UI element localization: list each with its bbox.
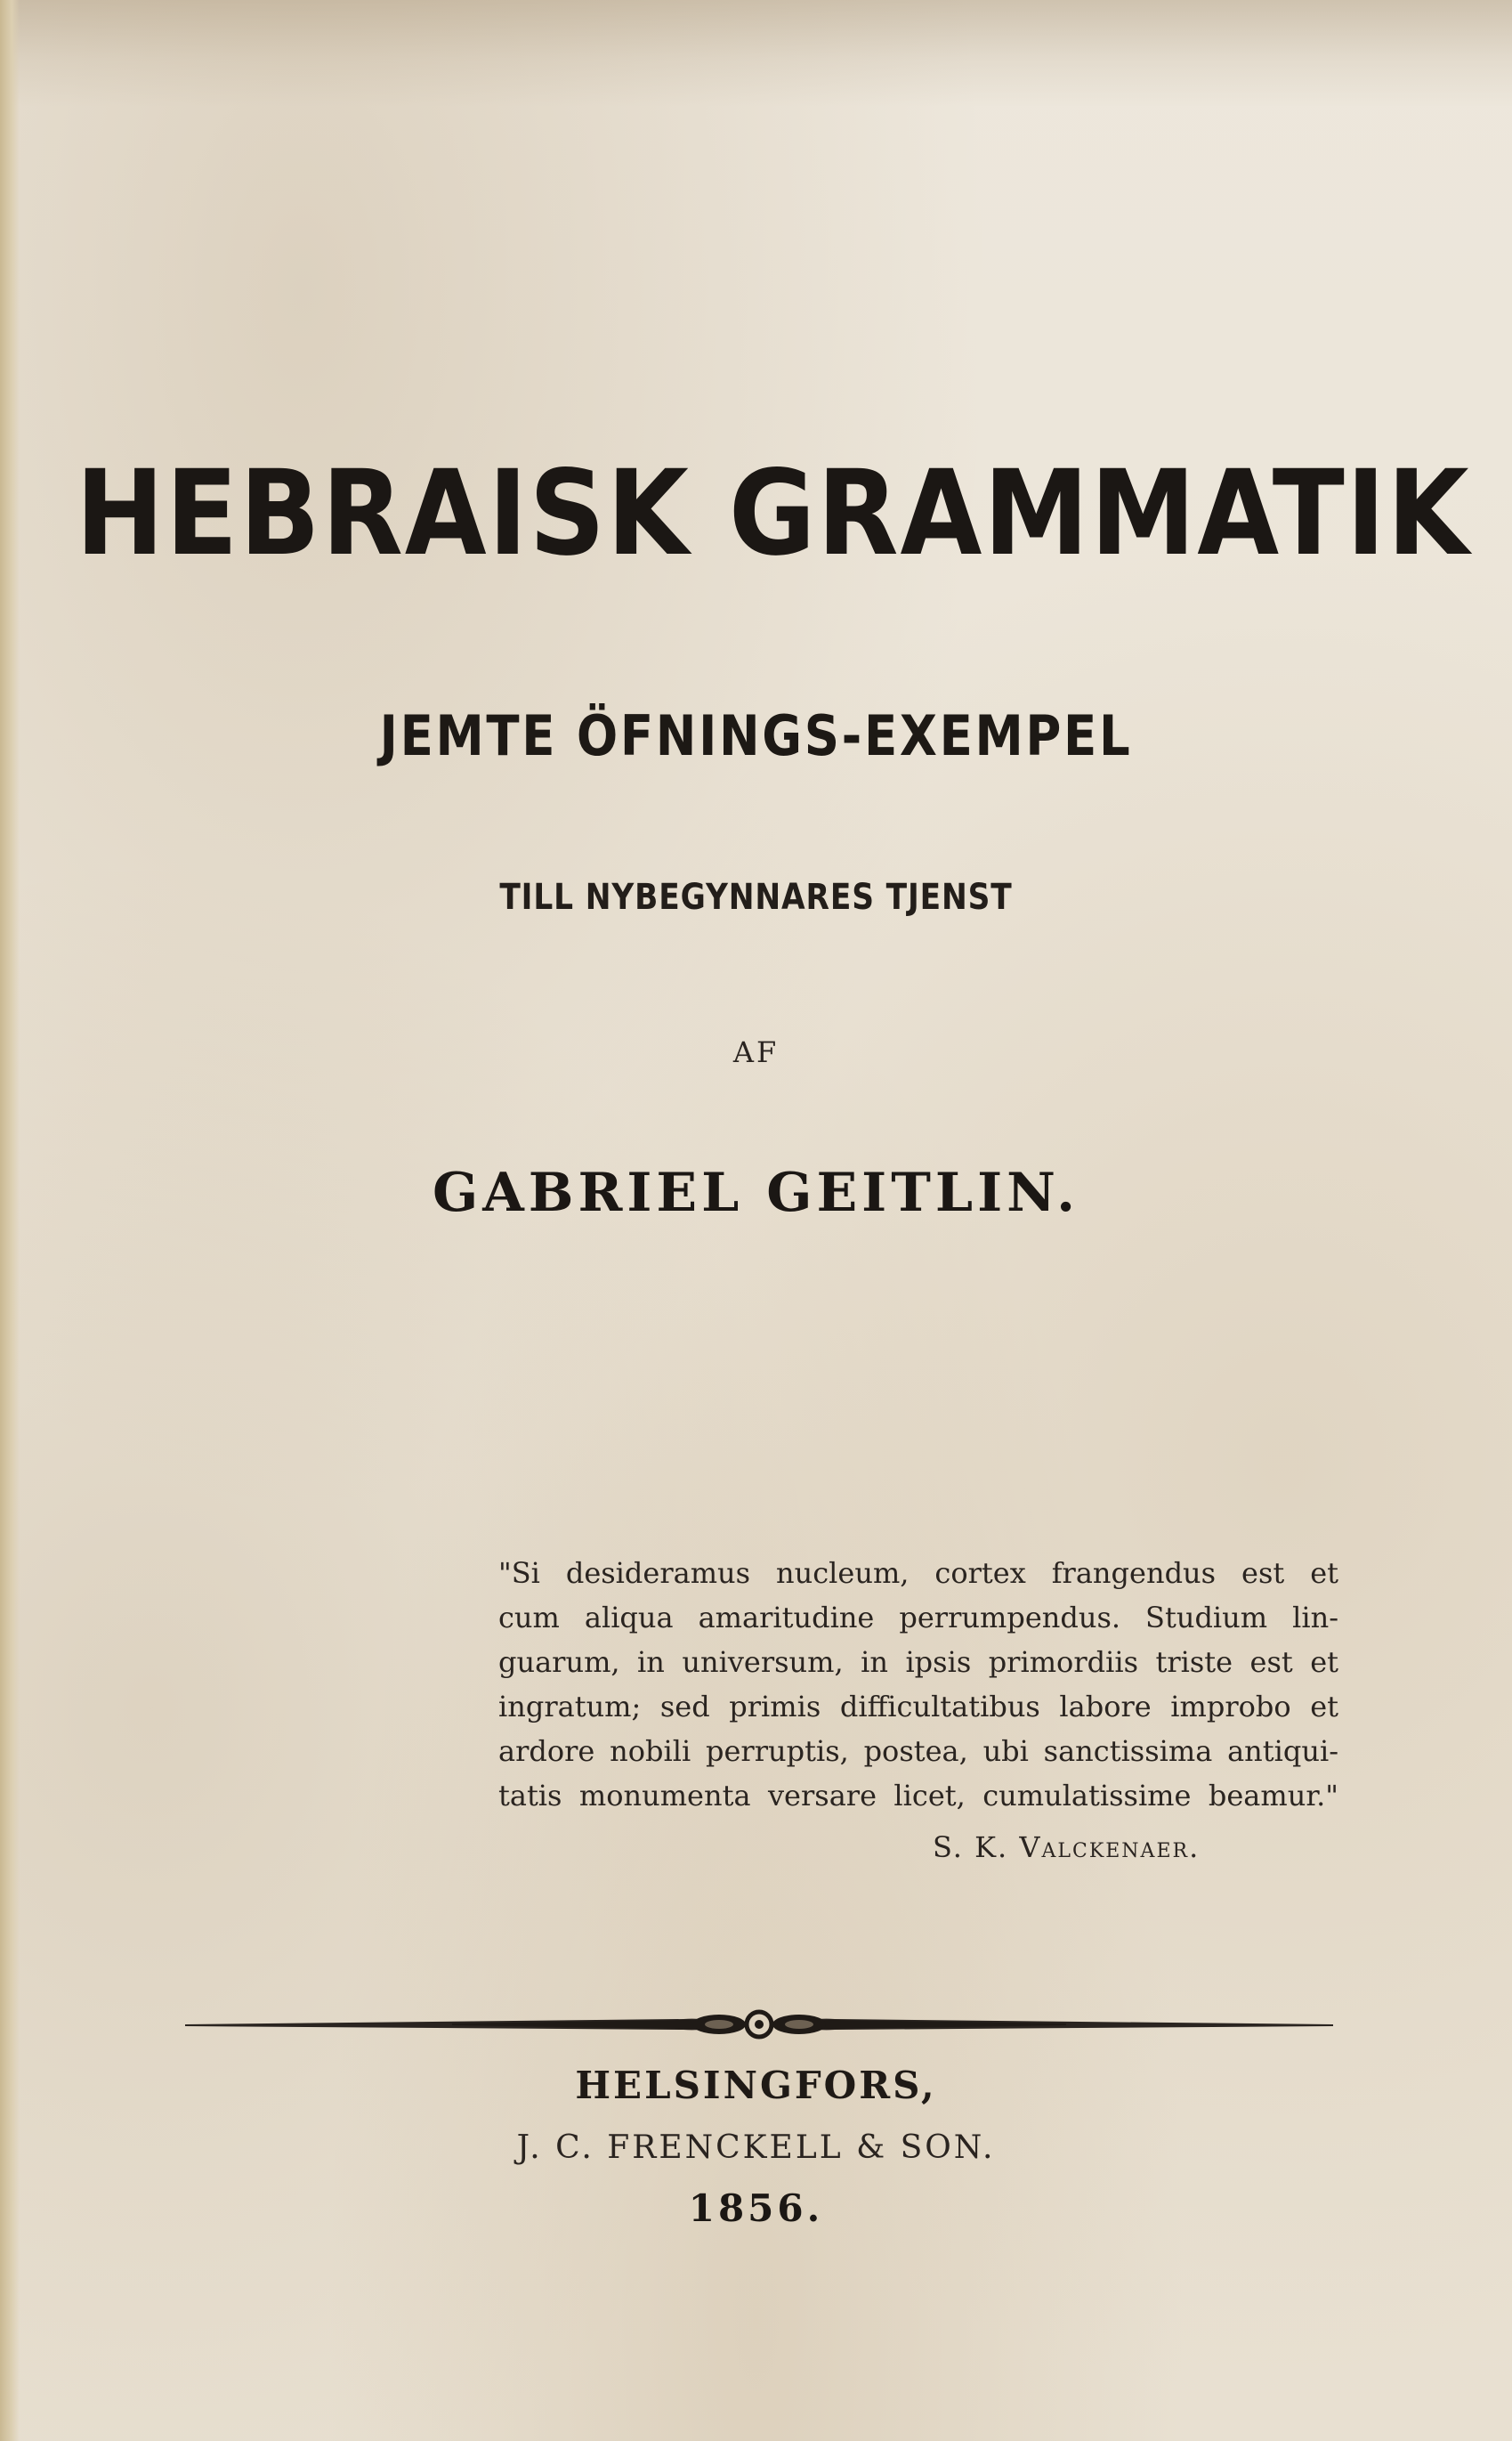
epigraph: [498, 1551, 1338, 1818]
imprint-publisher: J. C. FRENCKELL & SON.: [516, 2129, 996, 2166]
epigraph-attribution: S. K. Valckenaer.: [933, 1830, 1201, 1864]
epigraph-line: "Si desideramus nucleum, cortex frangendus est et: [498, 1556, 1338, 1590]
epigraph-line: ingratum; sed primis difficultatibus labore improbo et: [498, 1690, 1338, 1723]
book-tagline: TILL NYBEGYNNARES TJENST: [499, 877, 1013, 918]
epigraph-line: guarum, in universum, in ipsis primordiis triste est et: [498, 1645, 1338, 1679]
ornament-rule-icon: [185, 1994, 1333, 2056]
imprint-year: 1856.: [688, 2186, 824, 2230]
by-line: AF: [732, 1035, 780, 1069]
author-name: GABRIEL GEITLIN.: [432, 1162, 1080, 1224]
book-title: HEBRAISK GRAMMATIK: [75, 445, 1471, 582]
book-subtitle: JEMTE ÖFNINGS-EXEMPEL: [379, 703, 1133, 768]
water-stain: [0, 0, 1512, 107]
epigraph-line: cum aliqua amaritudine perrumpendus. Studium lin-: [498, 1601, 1338, 1634]
imprint-city: HELSINGFORS,: [575, 2064, 937, 2107]
epigraph-line: tatis monumenta versare licet, cumulatissime beamur.": [498, 1779, 1338, 1813]
epigraph-line: ardore nobili perruptis, postea, ubi sanctissima antiqui-: [498, 1734, 1338, 1768]
